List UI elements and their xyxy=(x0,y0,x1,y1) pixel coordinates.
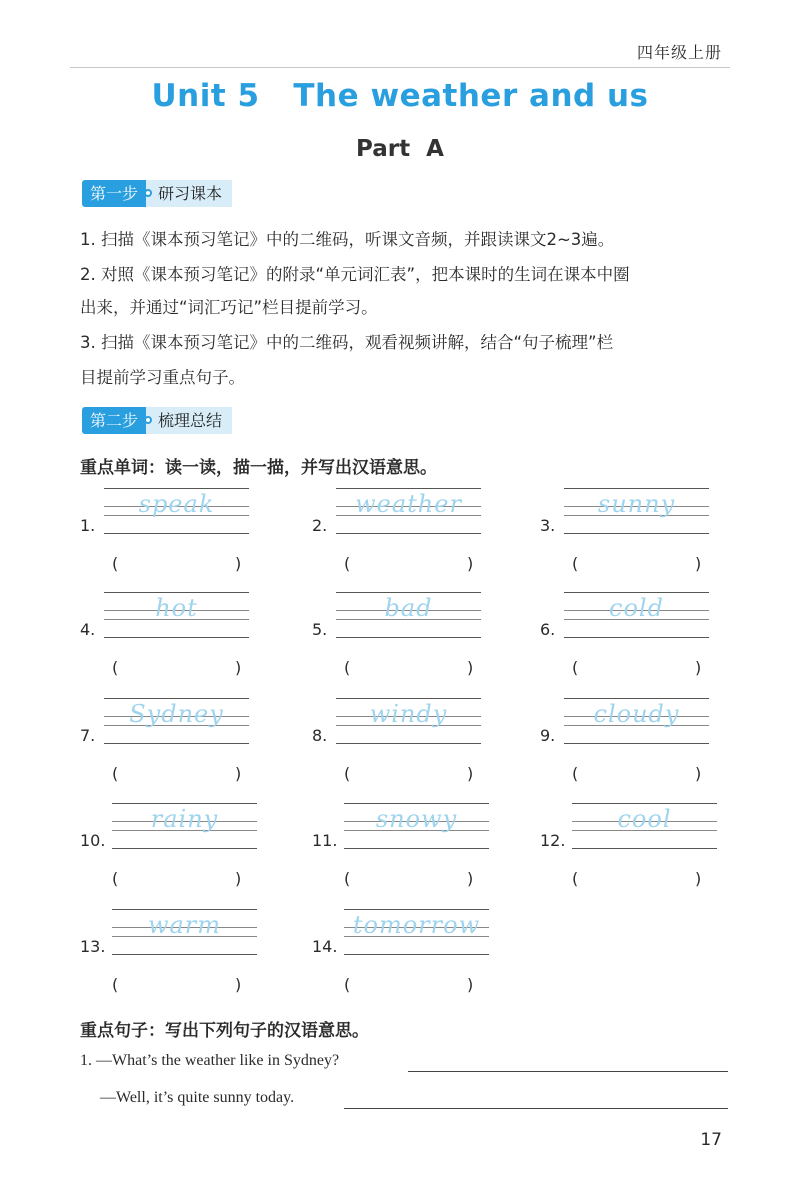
sentence-1-answer: —Well, it’s quite sunny today. xyxy=(100,1089,295,1106)
word-item xyxy=(540,700,730,811)
meaning-answer-blank[interactable] xyxy=(584,554,694,574)
meaning-answer-blank[interactable] xyxy=(356,869,466,889)
step1-instruction-1: 1. 扫描《课本预习笔记》中的二维码，听课文音频，并跟读课文2~3遍。 xyxy=(80,230,615,249)
unit-title: Unit 5 The weather and us xyxy=(151,78,649,114)
word-number: 9. xyxy=(540,726,556,745)
word-item xyxy=(540,805,730,916)
word-number: 5. xyxy=(312,620,328,639)
trace-word: weather xyxy=(355,490,462,518)
word-number: 6. xyxy=(540,620,556,639)
step1-heading xyxy=(82,180,232,207)
meaning-paren-open: ( xyxy=(344,658,351,677)
meaning-paren-open: ( xyxy=(344,869,351,888)
word-item xyxy=(540,490,730,601)
meaning-answer-blank[interactable] xyxy=(124,975,234,995)
word-item xyxy=(312,490,502,601)
step1-name: 研习课本 xyxy=(146,180,232,207)
word-number: 10. xyxy=(80,831,106,850)
grade-label: 四年级上册 xyxy=(636,43,722,62)
meaning-answer-blank[interactable] xyxy=(356,658,466,678)
word-item xyxy=(80,594,270,705)
trace-word: rainy xyxy=(150,805,219,833)
meaning-paren-open: ( xyxy=(112,869,119,888)
trace-word: cloudy xyxy=(593,700,680,728)
meaning-answer-blank[interactable] xyxy=(584,764,694,784)
meaning-answer-blank[interactable] xyxy=(124,869,234,889)
step1-instruction-3-cont: 目提前学习重点句子。 xyxy=(80,368,245,387)
guide-line xyxy=(104,592,249,593)
guide-line xyxy=(564,592,709,593)
guide-line xyxy=(564,488,709,489)
meaning-answer-blank[interactable] xyxy=(124,658,234,678)
word-item xyxy=(80,911,270,1022)
key-sentences-instruction: 重点句子：写出下列句子的汉语意思。 xyxy=(80,1021,369,1041)
trace-word: warm xyxy=(147,911,222,939)
guide-line xyxy=(104,533,249,534)
guide-line xyxy=(336,488,481,489)
guide-line xyxy=(336,698,481,699)
guide-line xyxy=(344,954,489,955)
trace-word: hot xyxy=(155,594,198,622)
word-number: 8. xyxy=(312,726,328,745)
word-number: 2. xyxy=(312,516,328,535)
meaning-paren-open: ( xyxy=(572,554,579,573)
guide-line xyxy=(112,954,257,955)
guide-line xyxy=(336,637,481,638)
meaning-paren-close: ) xyxy=(235,869,242,888)
word-number: 14. xyxy=(312,937,338,956)
guide-line xyxy=(104,488,249,489)
meaning-paren-close: ) xyxy=(695,869,702,888)
answer-line-2[interactable] xyxy=(344,1108,728,1109)
sentence-1-question: 1. —What’s the weather like in Sydney? xyxy=(80,1052,340,1069)
guide-line xyxy=(344,803,489,804)
word-item xyxy=(80,805,270,916)
meaning-paren-close: ) xyxy=(467,658,474,677)
meaning-answer-blank[interactable] xyxy=(356,764,466,784)
step2-name: 梳理总结 xyxy=(146,407,232,434)
word-number: 3. xyxy=(540,516,556,535)
step2-tag: 第二步 xyxy=(82,407,146,434)
guide-line xyxy=(104,743,249,744)
guide-line xyxy=(112,909,257,910)
word-number: 12. xyxy=(540,831,566,850)
meaning-answer-blank[interactable] xyxy=(584,658,694,678)
answer-line-1[interactable] xyxy=(408,1071,728,1072)
word-item xyxy=(312,594,502,705)
word-item xyxy=(312,911,502,1022)
meaning-paren-open: ( xyxy=(112,975,119,994)
word-number: 13. xyxy=(80,937,106,956)
guide-line xyxy=(336,592,481,593)
trace-word: tomorrow xyxy=(352,911,481,939)
guide-line xyxy=(564,533,709,534)
word-item xyxy=(312,805,502,916)
meaning-paren-close: ) xyxy=(695,554,702,573)
meaning-paren-close: ) xyxy=(235,658,242,677)
guide-line xyxy=(112,803,257,804)
meaning-answer-blank[interactable] xyxy=(124,554,234,574)
meaning-paren-open: ( xyxy=(344,764,351,783)
meaning-paren-close: ) xyxy=(695,764,702,783)
meaning-answer-blank[interactable] xyxy=(356,554,466,574)
guide-line xyxy=(104,698,249,699)
step2-heading xyxy=(82,407,232,434)
trace-word: speak xyxy=(138,490,215,518)
meaning-paren-open: ( xyxy=(344,975,351,994)
meaning-answer-blank[interactable] xyxy=(124,764,234,784)
word-number: 1. xyxy=(80,516,96,535)
key-words-instruction: 重点单词：读一读，描一描，并写出汉语意思。 xyxy=(80,458,437,478)
meaning-paren-close: ) xyxy=(467,764,474,783)
step1-tag: 第一步 xyxy=(82,180,146,207)
guide-line xyxy=(336,533,481,534)
word-item xyxy=(312,700,502,811)
meaning-paren-close: ) xyxy=(467,554,474,573)
guide-line xyxy=(564,698,709,699)
step1-instruction-3: 3. 扫描《课本预习笔记》中的二维码，观看视频讲解，结合“句子梳理”栏 xyxy=(80,333,614,352)
page-number: 17 xyxy=(700,1130,722,1150)
guide-line xyxy=(572,848,717,849)
word-number: 7. xyxy=(80,726,96,745)
meaning-paren-open: ( xyxy=(112,658,119,677)
trace-word: cool xyxy=(617,805,672,833)
meaning-paren-open: ( xyxy=(112,554,119,573)
trace-word: Sydney xyxy=(129,700,224,728)
guide-line xyxy=(344,909,489,910)
meaning-answer-blank[interactable] xyxy=(584,869,694,889)
step1-instruction-2: 2. 对照《课本预习笔记》的附录“单元词汇表”，把本课时的生词在课本中圈 xyxy=(80,265,630,284)
meaning-paren-close: ) xyxy=(695,658,702,677)
word-item xyxy=(80,490,270,601)
trace-word: snowy xyxy=(375,805,458,833)
word-item xyxy=(540,594,730,705)
meaning-paren-open: ( xyxy=(572,869,579,888)
trace-word: cold xyxy=(609,594,664,622)
word-number: 11. xyxy=(312,831,338,850)
meaning-paren-close: ) xyxy=(467,975,474,994)
header-divider xyxy=(70,67,730,68)
word-item xyxy=(80,700,270,811)
trace-word: sunny xyxy=(597,490,676,518)
meaning-paren-close: ) xyxy=(235,764,242,783)
meaning-paren-close: ) xyxy=(467,869,474,888)
guide-line xyxy=(564,637,709,638)
guide-line xyxy=(104,637,249,638)
trace-word: windy xyxy=(369,700,448,728)
meaning-paren-open: ( xyxy=(572,658,579,677)
step1-instruction-2-cont: 出来，并通过“词汇巧记”栏目提前学习。 xyxy=(80,298,378,317)
guide-line xyxy=(572,803,717,804)
meaning-paren-close: ) xyxy=(235,554,242,573)
guide-line xyxy=(112,848,257,849)
meaning-paren-open: ( xyxy=(112,764,119,783)
part-title: Part A xyxy=(356,136,444,162)
guide-line xyxy=(344,848,489,849)
guide-line xyxy=(336,743,481,744)
guide-line xyxy=(564,743,709,744)
meaning-paren-open: ( xyxy=(572,764,579,783)
trace-word: bad xyxy=(384,594,433,622)
meaning-paren-open: ( xyxy=(344,554,351,573)
meaning-answer-blank[interactable] xyxy=(356,975,466,995)
word-number: 4. xyxy=(80,620,96,639)
meaning-paren-close: ) xyxy=(235,975,242,994)
